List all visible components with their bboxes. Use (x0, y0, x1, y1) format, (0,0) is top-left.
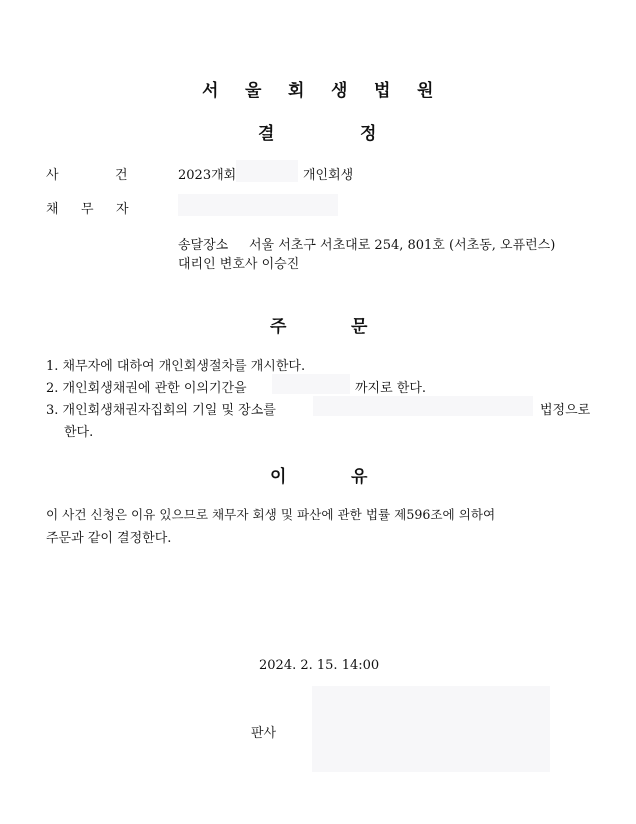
order-item-3-tail: 법정으로 (540, 403, 591, 418)
debtor-label-char: 자 (116, 202, 129, 217)
address: 서울 서초구 서초대로 254, 801호 (서초동, 오퓨런스) (249, 238, 556, 253)
court-name-char: 생 (331, 81, 348, 101)
order-heading-char: 주 (270, 317, 287, 337)
reason-heading-char: 이 (270, 467, 287, 487)
order-item-3: 3. 개인회생채권자집회의 기일 및 장소를 (46, 403, 276, 418)
court-name-char: 회 (288, 81, 305, 101)
order-item-1: 1. 채무자에 대하여 개인회생절차를 개시한다. (46, 359, 306, 374)
judge-label: 판사 (251, 726, 277, 741)
order-item-3-continuation: 한다. (64, 425, 94, 440)
case-number: 2023개회 (178, 168, 237, 183)
redacted-judge-signature (312, 686, 550, 772)
address-label: 송달장소 (178, 238, 229, 253)
decision-heading-char: 정 (360, 124, 377, 144)
redacted-meeting-date-place (313, 396, 533, 416)
decision-heading-char: 결 (258, 124, 275, 144)
court-name-char: 울 (245, 81, 262, 101)
case-label-char: 건 (115, 168, 128, 183)
order-item-2: 2. 개인회생채권에 관한 이의기간을 (46, 381, 247, 396)
order-item-2-tail: 까지로 한다. (355, 381, 427, 396)
redacted-objection-period (272, 374, 350, 394)
redacted-case-number (236, 160, 298, 182)
redacted-debtor-name (178, 194, 338, 216)
court-name-char: 서 (202, 81, 219, 101)
debtor-label-char: 채 (46, 202, 59, 217)
court-name-char: 법 (374, 81, 391, 101)
agent: 대리인 변호사 이승진 (178, 257, 300, 272)
decision-date: 2024. 2. 15. 14:00 (259, 658, 380, 673)
order-heading-char: 문 (351, 317, 368, 337)
court-name-char: 원 (417, 81, 434, 101)
reason-line-2: 주문과 같이 결정한다. (46, 531, 172, 546)
reason-line-1: 이 사건 신청은 이유 있으므로 채무자 회생 및 파산에 관한 법률 제596조에 의하여 (46, 507, 496, 522)
debtor-label-char: 무 (81, 202, 94, 217)
reason-heading-char: 유 (351, 467, 368, 487)
case-type: 개인회생 (303, 168, 354, 183)
case-label-char: 사 (46, 168, 59, 183)
